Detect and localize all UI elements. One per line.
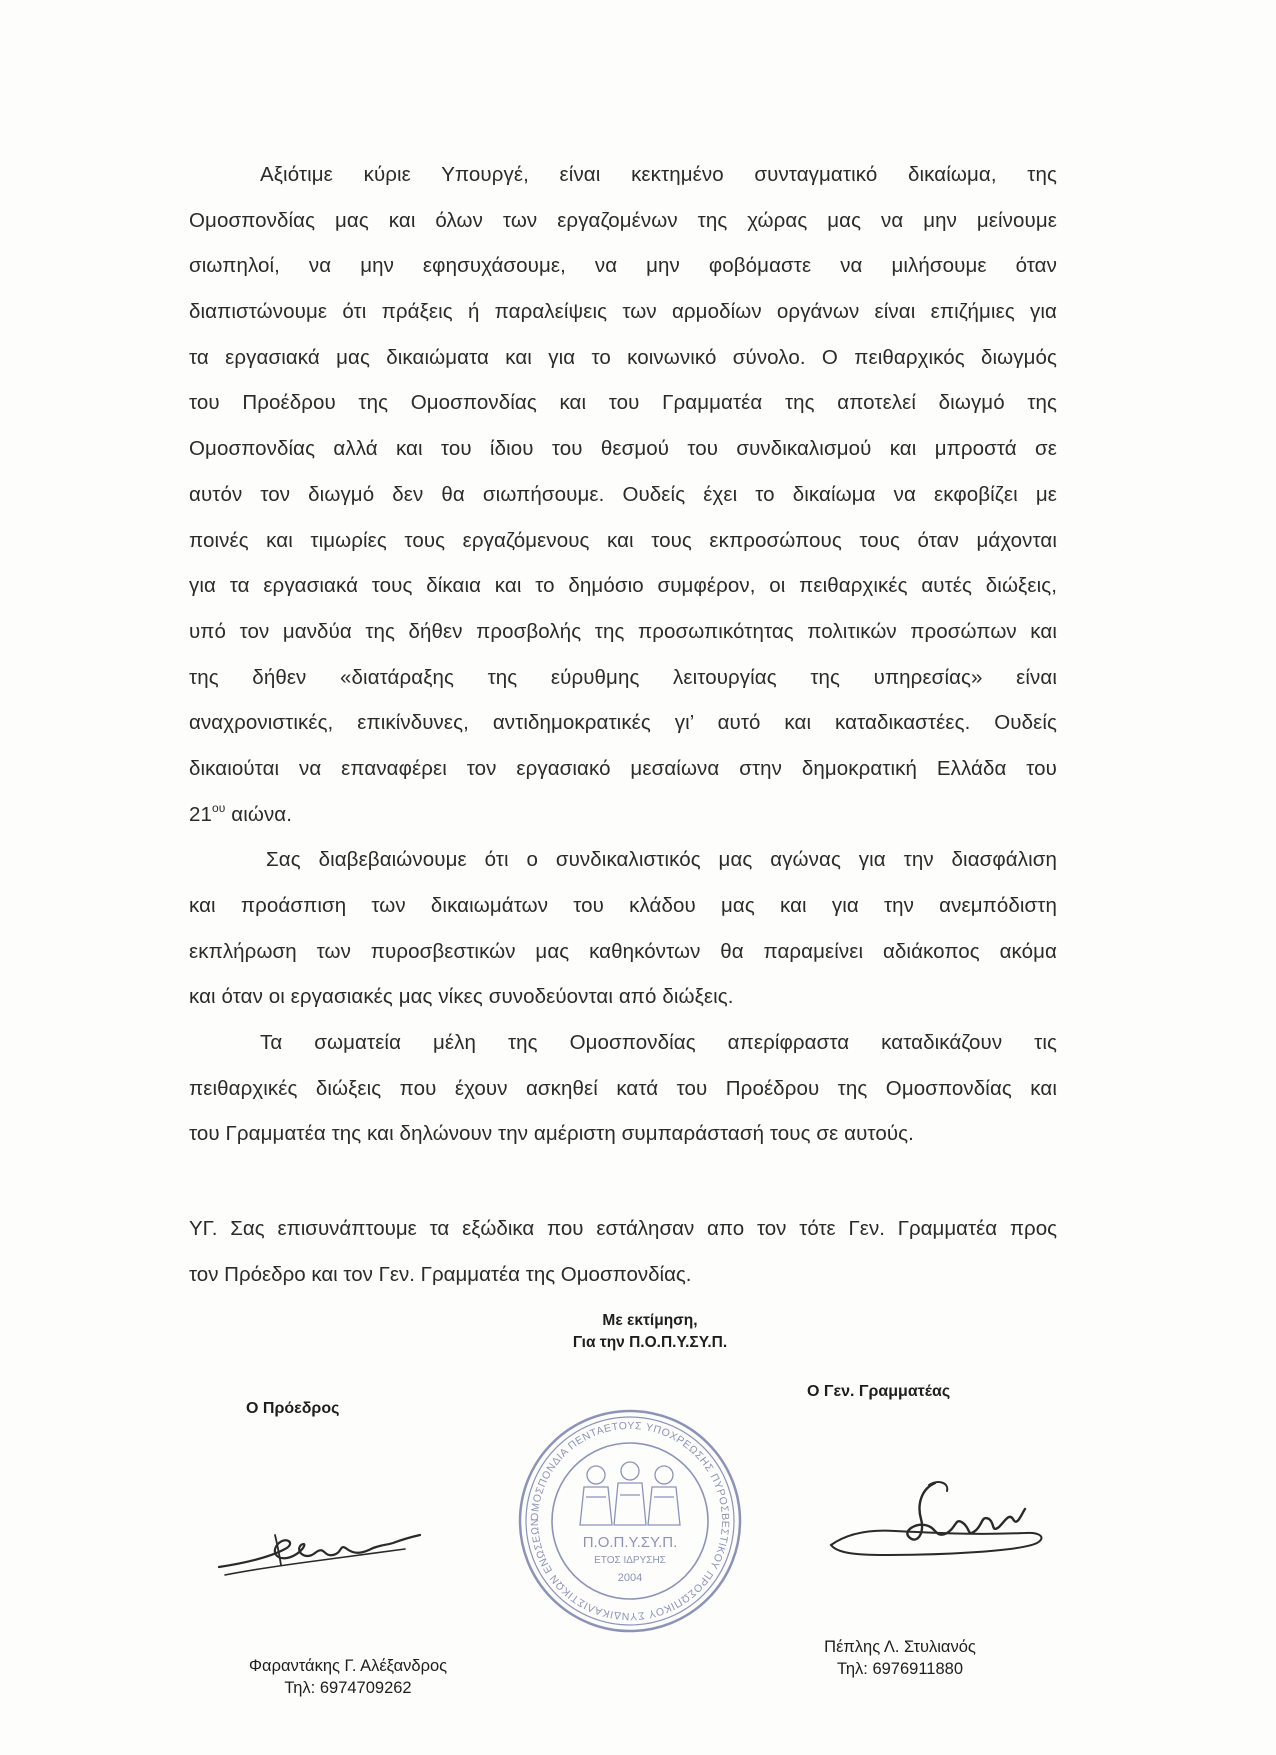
text-line: της δήθεν «διατάραξης της εύρυθμης λειτουργίας της υπηρεσίας» είναι <box>189 665 1057 689</box>
letter-body <box>189 152 1057 1157</box>
organization-seal <box>514 1405 746 1637</box>
secretary-signature <box>825 1475 1055 1570</box>
text-line: του Προέδρου της Ομοσπονδίας και του Γραμματέα της αποτελεί διωγμό της <box>189 391 1057 415</box>
text-line: σιωπηλοί, να μην εφησυχάσουμε, να μην φοβόμαστε να μιλήσουμε όταν <box>189 254 1057 278</box>
text-line: και προάσπιση των δικαιωμάτων του κλάδου μας και για την ανεμπόδιστη <box>189 894 1057 917</box>
text-line: υπό τον μανδύα της δήθεν προσβολής της προσωπικότητας πολιτικών προσώπων και <box>189 619 1057 643</box>
postscript-line: ΥΓ. Σας επισυνάπτουμε τα εξώδικα που εστάλησαν απο τον τότε Γεν. Γραμματέα προς <box>189 1217 1057 1240</box>
text-line: Σας διαβεβαιώνουμε ότι ο συνδικαλιστικός μας αγώνας για την διασφάλιση <box>266 848 1057 872</box>
text-line: εκπλήρωση των πυροσβεστικών μας καθηκόντων θα παραμείνει αδιάκοπος ακόμα <box>189 939 1057 963</box>
president-name: Φαραντάκης Γ. Αλέξανδρος <box>248 1657 448 1675</box>
seal-ring-text: ΟΜΟΣΠΟΝΔΙΑ ΠΕΝΤΑΕΤΟΥΣ ΥΠΟΧΡΕΩΣΗΣ ΠΥΡΟΣΒΕΣΤΙΚΟΥ ΠΡΟΣΩΠΙΚΟΥ ΣΥΝΔΙΚΑΛΙΣΤΙΚΩΝ ΕΝΩΣΕΩΝ <box>528 1419 732 1623</box>
text-line: αυτόν τον διωγμό δεν θα σιωπήσουμε. Ουδείς έχει το δικαίωμα να εκφοβίζει με <box>189 482 1057 506</box>
text-line: Αξιότιμε κύριε Υπουργέ, είναι κεκτημένο συνταγματικό δικαίωμα, της <box>260 163 1057 186</box>
closing-organization: Για την Π.Ο.Π.Υ.ΣΥ.Π. <box>572 1334 728 1351</box>
closing-line: Με εκτίμηση, <box>602 1312 698 1329</box>
text-line: και όταν οι εργασιακές μας νίκες συνοδεύονται από διώξεις. <box>189 985 734 1009</box>
text-line: για τα εργασιακά τους δίκαια και το δημόσιο συμφέρον, οι πειθαρχικές αυτές διώξεις, <box>189 574 1057 598</box>
century-word: αιώνα. <box>231 802 293 826</box>
president-phone: Τηλ: 6974709262 <box>284 1679 412 1697</box>
text-line: διαπιστώνουμε ότι πράξεις ή παραλείψεις των αρμοδίων οργάνων είναι επιζήμιες για <box>189 300 1057 324</box>
text-line: τα εργασιακά μας δικαιώματα και για το κοινωνικό σύνολο. Ο πειθαρχικός διωγμός <box>189 345 1057 369</box>
century-superscript: ου <box>212 800 226 815</box>
text-line: Ομοσπονδίας μας και όλων των εργαζομένων της χώρας μας να μην μείνουμε <box>189 208 1057 232</box>
text-line: Τα σωματεία μέλη της Ομοσπονδίας απερίφραστα καταδικάζουν τις <box>260 1031 1057 1055</box>
text-line: αναχρονιστικές, επικίνδυνες, αντιδημοκρατικές γι’ αυτό και καταδικαστέες. Ουδείς <box>189 711 1057 735</box>
postscript-line: τον Πρόεδρο και τον Γεν. Γραμματέα της Ομοσπονδίας. <box>189 1262 692 1286</box>
secretary-role: Ο Γεν. Γραμματέας <box>807 1383 951 1400</box>
century-number: 21 <box>189 802 213 826</box>
text-line: ποινές και τιμωρίες τους εργαζόμενους και τους εκπροσώπους τους όταν μάχονται <box>189 528 1057 552</box>
president-details <box>218 1655 478 1699</box>
seal-year: 2004 <box>617 1572 643 1584</box>
seal-founded-label: ΕΤΟΣ ΙΔΡΥΣΗΣ <box>594 1555 666 1566</box>
text-line: Ομοσπονδίας αλλά και του ίδιου του θεσμού του συνδικαλισμού και μπροστά σε <box>189 437 1057 461</box>
text-line <box>189 792 1057 838</box>
secretary-details <box>800 1636 1000 1680</box>
closing-salutation <box>520 1310 780 1354</box>
seal-abbreviation: Π.Ο.Π.Υ.ΣΥ.Π. <box>582 1534 678 1551</box>
secretary-phone: Τηλ: 6976911880 <box>836 1660 963 1678</box>
president-signature <box>215 1505 425 1585</box>
text-line: δικαιούται να επαναφέρει τον εργασιακό μεσαίωνα στην δημοκρατική Ελλάδα του <box>189 756 1057 780</box>
svg-text:ΟΜΟΣΠΟΝΔΙΑ ΠΕΝΤΑΕΤΟΥΣ ΥΠΟΧΡΕΩΣ <box>529 1420 731 1622</box>
president-role: Ο Πρόεδρος <box>246 1400 340 1417</box>
text-line: πειθαρχικές διώξεις που έχουν ασκηθεί κατά του Προέδρου της Ομοσπονδίας και <box>189 1076 1057 1100</box>
postscript <box>189 1206 1057 1297</box>
secretary-name: Πέπλης Λ. Στυλιανός <box>824 1638 976 1656</box>
text-line: του Γραμματέα της και δηλώνουν την αμέριστη συμπαράστασή τους σε αυτούς. <box>189 1122 914 1146</box>
